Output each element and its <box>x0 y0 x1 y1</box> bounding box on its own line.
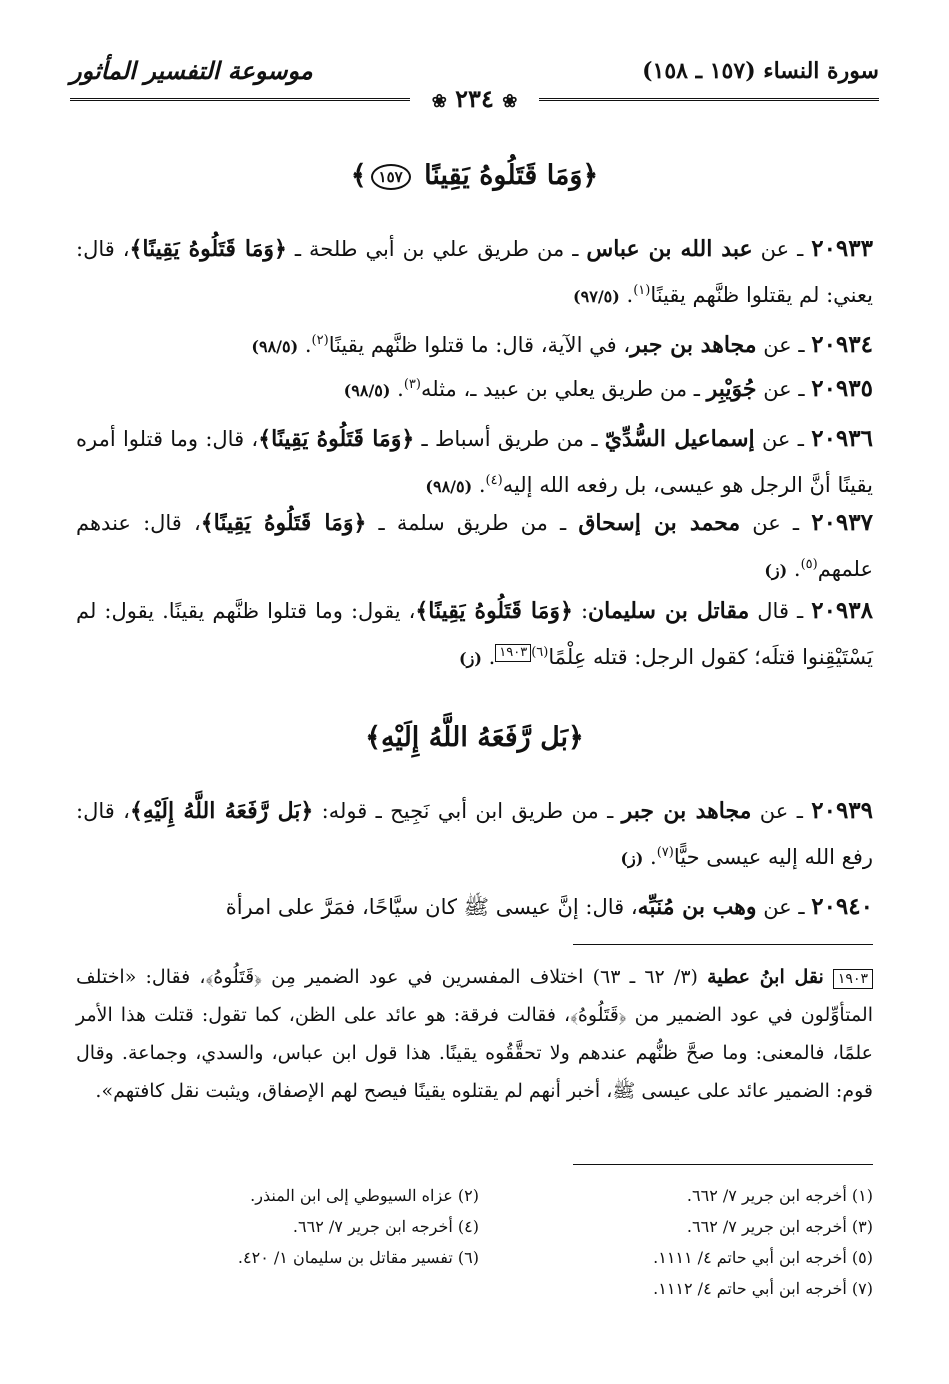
entry-number: ٢٠٩٣٩ <box>811 797 874 824</box>
footnote: (٧) أخرجه ابن أبي حاتم ٤/ ١١١٢. <box>653 1279 873 1298</box>
volume-reference: (٩٨/٥) <box>343 381 391 400</box>
narrator-name: مجاهد بن جبر <box>630 332 757 358</box>
surah-title: سورة النساء (١٥٧ ـ ١٥٨) <box>642 58 879 84</box>
narration-entry: ٢٠٩٣٥ ـ عن جُوَيْبِر ـ من طريق يعلي بن عبيد ـ، مثله$^{(٣)}$. (٩٨/٥) <box>343 375 873 402</box>
entry-number: ٢٠٩٣٣ <box>811 235 873 262</box>
narrator-name: مقاتل بن سليمان <box>588 598 750 624</box>
volume-reference: (ز) <box>620 849 644 868</box>
quran-quote: ﴿وَمَا قَتَلُوهُ يَقِينًا﴾ <box>129 236 287 262</box>
commentary-title: نقل ابنُ عطية <box>707 966 824 988</box>
verse-heading: ﴿وَمَا قَتَلُوهُ يَقِينًا ١٥٧﴾ <box>350 160 599 191</box>
header-rule-left <box>70 98 410 101</box>
footnote: (٢) عزاه السيوطي إلى ابن المنذر. <box>250 1186 479 1205</box>
footnotes-left-column <box>238 1180 479 1273</box>
page-number: ❀ ٢٣٤ ❀ <box>431 84 518 113</box>
narrator-name: عبد الله بن عباس <box>586 236 753 262</box>
note-separator <box>573 944 873 945</box>
footnote-marker: (٤) <box>485 473 503 488</box>
quran-quote: ﴿وَمَا قَتَلُوهُ يَقِينًا﴾ <box>200 510 367 536</box>
volume-reference: (٩٨/٥) <box>425 477 473 496</box>
header-rule-right <box>539 98 879 101</box>
footnote-marker: (٣) <box>403 377 421 392</box>
footnote-marker: (٧) <box>656 845 674 860</box>
book-title: موسوعة التفسير المأثور <box>70 56 313 85</box>
volume-reference: (ز) <box>459 649 482 668</box>
entry-number: ٢٠٩٣٤ <box>811 331 873 358</box>
narration-entry: ٢٠٩٣٣ ـ عن عبد الله بن عباس ـ من طريق علي بن أبي طلحة ـ ﴿وَمَا قَتَلُوهُ يَقِينًا﴾، قال: يعني: لم يقتلوا ظنَّهم يقينًا$^{(١)}$. (٩٧/٥) <box>76 235 873 307</box>
narration-entry: ٢٠٩٣٧ ـ عن محمد بن إسحاق ـ من طريق سلمة ـ ﴿وَمَا قَتَلُوهُ يَقِينًا﴾، قال: عندهم علمهم$^{(٥)}$. (ز) <box>76 509 873 581</box>
entry-number: ٢٠٩٤٠ <box>811 893 873 920</box>
footnotes-right-column <box>653 1180 873 1304</box>
volume-reference: (ز) <box>764 561 788 580</box>
commentary-box-marker: ١٩٠٣ <box>495 644 531 662</box>
narrator-name: محمد بن إسحاق <box>578 510 741 536</box>
entry-number: ٢٠٩٣٧ <box>811 509 873 536</box>
footnote-marker: (٦) <box>531 645 549 660</box>
narrator-name: وهب بن مُنَبِّه <box>637 894 757 920</box>
footnote: (٤) أخرجه ابن جرير ٧/ ٦٦٢. <box>292 1217 479 1236</box>
narrator-name: مجاهد بن جبر <box>621 798 752 824</box>
ornament-icon: ❀ <box>502 91 518 112</box>
ornament-icon: ❀ <box>431 91 447 112</box>
footnote: (٣) أخرجه ابن جرير ٧/ ٦٦٢. <box>686 1217 873 1236</box>
quran-quote: ﴿بَل رَّفَعَهُ اللَّهُ إِلَيْهِ﴾ <box>129 798 314 824</box>
narration-entry: ٢٠٩٤٠ ـ عن وهب بن مُنَبِّه، قال: إنَّ عيسى ﷺ كان سيَّاحًا، فمَرَّ على امرأة <box>225 893 873 920</box>
footnote-separator <box>573 1164 873 1165</box>
verse-heading: ﴿بَل رَّفَعَهُ اللَّهُ إِلَيْهِ﴾ <box>365 722 584 753</box>
narration-entry: ٢٠٩٣٤ ـ عن مجاهد بن جبر، في الآية، قال: ما قتلوا ظنَّهم يقينًا$^{(٢)}$. (٩٨/٥) <box>251 331 873 358</box>
entry-number: ٢٠٩٣٥ <box>811 375 873 402</box>
narration-entry: ٢٠٩٣٨ ـ قال مقاتل بن سليمان: ﴿وَمَا قَتَلُوهُ يَقِينًا﴾، يقول: وما قتلوا ظنَّهم يقينًا. يقول: لم يَسْتَيْقِنوا قتلَه؛ كقول الرجل: قتله عِلْمًا$^{(٦)}$١٩٠٣. (ز) <box>76 597 873 669</box>
footnote: (١) أخرجه ابن جرير ٧/ ٦٦٢. <box>686 1186 873 1205</box>
entry-number: ٢٠٩٣٨ <box>811 597 873 624</box>
narration-entry: ٢٠٩٣٦ ـ عن إسماعيل السُّدِّيّ ـ من طريق أسباط ـ ﴿وَمَا قَتَلُوهُ يَقِينًا﴾، قال: وما قتلوا أمره يقينًا أنَّ الرجل هو عيسى، بل رفعه الله إليه$^{(٤)}$. (٩٨/٥) <box>76 425 873 497</box>
quran-quote: ﴿وَمَا قَتَلُوهُ يَقِينًا﴾ <box>258 426 415 452</box>
quran-quote: ﴿وَمَا قَتَلُوهُ يَقِينًا﴾ <box>415 598 573 624</box>
narrator-name: جُوَيْبِر <box>706 376 757 402</box>
volume-reference: (٩٨/٥) <box>251 337 299 356</box>
page-header <box>70 52 879 112</box>
footnote-marker: (٢) <box>311 333 329 348</box>
ayah-number-badge: ١٥٧ <box>371 164 411 190</box>
entry-number: ٢٠٩٣٦ <box>811 425 873 452</box>
footnote-marker: (٥) <box>800 557 818 572</box>
commentary-box-number: ١٩٠٣ <box>833 969 873 989</box>
narration-entry: ٢٠٩٣٩ ـ عن مجاهد بن جبر ـ من طريق ابن أبي نَجِيح ـ قوله: ﴿بَل رَّفَعَهُ اللَّهُ إِلَيْهِ﴾، قال: رفع الله إليه عيسى حيًّا$^{(٧)}$. (ز) <box>76 797 874 869</box>
footnote: (٦) تفسير مقاتل بن سليمان ١/ ٤٢٠. <box>237 1248 479 1267</box>
footnote-marker: (١) <box>633 283 651 298</box>
narrator-name: إسماعيل السُّدِّيّ <box>604 426 755 452</box>
commentary-text: (٣/ ٦٢ ـ ٦٣) اختلاف المفسرين في عود الضمير مِن ﴿قَتَلُوهُ﴾، فقال: «اختلف المتأوِّلون في عود الضمير من ﴿قَتَلُوهُ﴾، فقالت فرقة: هو عائد على الظن، كما تقول: قتلت هذا الأمر علمًا، فالمعنى: وما صحَّ ظنُّهم عندهم ولا تحقَّقُوه يقينًا. هذا قول ابن عباس، والسدي، وجماعة. وقال قوم: الضمير عائد على عيسى ﷺ، أخبر أنهم لم يقتلوه يقينًا فيصح لهم الإصفاق، ويثبت نقل كافتهم». <box>76 966 873 1102</box>
volume-reference: (٩٧/٥) <box>573 287 620 306</box>
footnote: (٥) أخرجه ابن أبي حاتم ٤/ ١١١١. <box>653 1248 873 1267</box>
commentary-note <box>76 958 873 1110</box>
